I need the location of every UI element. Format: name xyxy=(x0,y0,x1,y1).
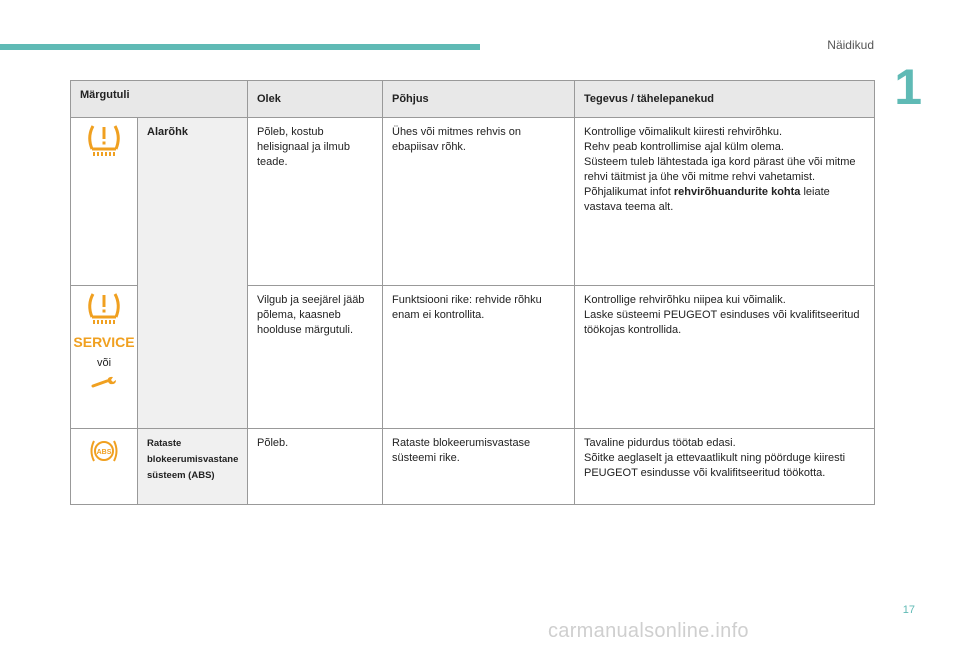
chapter-number: 1 xyxy=(894,59,922,115)
cause-text: Ühes või mitmes rehvis on ebapiisav rõhk. xyxy=(392,126,521,153)
action-cell xyxy=(575,286,875,429)
indicator-icon-cell xyxy=(71,286,138,429)
indicator-name: Alarõhk xyxy=(147,126,188,138)
header-action: Tegevus / tähelepanekud xyxy=(575,81,875,118)
state-cell xyxy=(248,118,383,286)
abs-icon-text: ABS xyxy=(96,449,112,456)
state-cell xyxy=(248,429,383,505)
tyre-pressure-warning-icon xyxy=(84,120,124,160)
state-text: Põleb. xyxy=(257,437,289,449)
header-indicator: Märgutuli xyxy=(71,81,248,118)
table-header-row xyxy=(71,81,875,118)
action-more-suffix: leiate vastava teema alt. xyxy=(584,186,830,213)
tyre-pressure-warning-icon xyxy=(84,288,124,328)
action-more-prefix: Põhjalikumat infot xyxy=(584,186,674,198)
action-line: Laske süsteemi PEUGEOT esinduses või kvalifitseeritud töökojas kontrollida. xyxy=(584,309,860,336)
action-line: Kontrollige rehvirõhku niipea kui võimalik. xyxy=(584,294,786,306)
header-state: Olek xyxy=(248,81,383,118)
state-text: Vilgub ja seejärel jääb põlema, kaasneb hoolduse märgutuli. xyxy=(257,294,365,336)
warning-lights-table xyxy=(70,80,875,505)
state-text: Põleb, kostub helisignaal ja ilmub teade. xyxy=(257,126,350,168)
abs-warning-icon xyxy=(88,435,120,467)
page-number: 17 xyxy=(902,604,915,616)
indicator-name-cell xyxy=(138,429,248,505)
action-more-bold: rehvirõhuandurite kohta xyxy=(673,186,801,198)
action-line: Süsteem tuleb lähtestada iga kord pärast ühe või mitme rehvi täitmist ja ühe või mitme rehvi vahetamist. xyxy=(584,156,856,183)
wrench-icon xyxy=(90,375,118,391)
cause-cell xyxy=(383,286,575,429)
action-cell xyxy=(575,118,875,286)
cause-text: Rataste blokeerumisvastase süsteemi rike. xyxy=(392,437,531,464)
chapter-accent-bar xyxy=(0,44,480,50)
cause-cell xyxy=(383,429,575,505)
action-line: Sõitke aeglaselt ja ettevaatlikult ning pöörduge kiiresti PEUGEOT esindusse või kvalifitseeritud töökotta. xyxy=(584,452,846,479)
action-line: Tavaline pidurdus töötab edasi. xyxy=(584,437,736,449)
service-warning-icon xyxy=(73,334,135,350)
service-label: SERVICE xyxy=(73,334,135,350)
table-row xyxy=(71,118,875,286)
indicator-icon-cell xyxy=(71,429,138,505)
chapter-title: Näidikud xyxy=(827,38,874,52)
action-line: Rehv peab kontrollimise ajal külm olema. xyxy=(584,141,784,153)
indicator-name: Rataste blokeerumisvastane süsteem (ABS) xyxy=(147,438,239,481)
state-cell xyxy=(248,286,383,429)
cause-cell xyxy=(383,118,575,286)
indicator-icon-cell xyxy=(71,118,138,286)
indicator-name-cell xyxy=(138,118,248,429)
action-more-info xyxy=(584,185,865,215)
cause-text: Funktsiooni rike: rehvide rõhku enam ei kontrollita. xyxy=(392,294,542,321)
header-cause: Põhjus xyxy=(383,81,575,118)
or-label: või xyxy=(96,357,112,369)
watermark: carmanualsonline.info xyxy=(548,620,749,642)
action-cell xyxy=(575,429,875,505)
action-line: Kontrollige võimalikult kiiresti rehvirõhku. xyxy=(584,126,783,138)
table-row xyxy=(71,429,875,505)
